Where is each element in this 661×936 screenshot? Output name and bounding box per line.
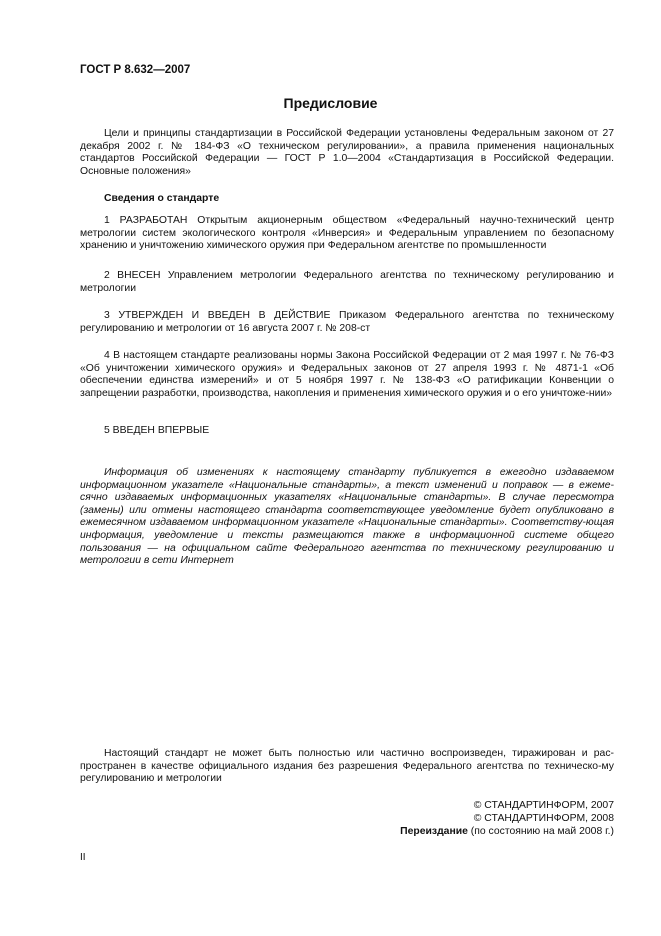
document-code: ГОСТ Р 8.632—2007 [80, 64, 191, 76]
item-2 [80, 270, 614, 295]
notice-text: Информация об изменениях к настоящему стандарту публикуется в ежегодно издаваемом информационном указателе «Национальные стандарты», а текст изменений и поправок — в ежеме-сячно издаваемых информационных указателях «Национальные стандарты». В случае пересмотра (замены) или отмены настоящего стандарта соответствующее уведомление будет опубликовано в ежемесячном издаваемом информационном указателе «Национальные стандарты». Соответству-ющая информация, уведомление и тексты размещаются также в информационной системе общего пользования — на официальном сайте Федерального агентства по техническому регулированию и метрологии в сети Интернет [80, 467, 614, 567]
page-number: II [80, 852, 86, 863]
reissue-text: (по состоянию на май 2008 г.) [467, 826, 614, 837]
notice-paragraph [80, 467, 614, 568]
item-4 [80, 350, 614, 400]
intro-paragraph [80, 128, 614, 178]
copyright-line-2007: © СТАНДАРТИНФОРМ, 2007 [473, 800, 614, 811]
item-4-text: 4 В настоящем стандарте реализованы нормы Закона Российской Федерации от 2 мая 1997 г. № 76-ФЗ «Об уничтожении химического оружия» и Федеральных законов от 27 апреля 1993 г. № 4871-1 «Об обеспечении единства измерений» и от 5 ноября 1997 г. № 138-ФЗ «О ратификации Конвенции о запрещении разработки, производства, накопления и применения химического оружия и о его уничтоже-нии» [80, 350, 614, 399]
intro-text: Цели и принципы стандартизации в Российской Федерации установлены Федеральным законом от 27 декабря 2002 г. № 184-ФЗ «О техническом регулировании», а правила применения национальных стандартов Российской Федерации — ГОСТ Р 1.0—2004 «Стандартизация в Российской Федерации. Основные положения» [80, 128, 614, 177]
section-heading: Сведения о стандарте [104, 193, 220, 204]
item-1-text: 1 РАЗРАБОТАН Открытым акционерным обществом «Федеральный научно-технический центр метрологии систем экологического контроля «Инверсия» и Федеральным управлением по безопасному хранению и уничтожению химического оружия при Федеральном агентстве по промышленности [80, 215, 614, 252]
page-title: Предисловие [283, 95, 378, 111]
copyright-notice-text: Настоящий стандарт не может быть полностью или частично воспроизведен, тиражирован и рас-пространен в качестве официального издания без разрешения Федерального агентства по техническо-му регулированию и метрологии [80, 748, 614, 785]
item-5-text: 5 ВВЕДЕН ВПЕРВЫЕ [104, 425, 210, 436]
copyright-line-2008: © СТАНДАРТИНФОРМ, 2008 [473, 813, 614, 824]
reissue-label: Переиздание [400, 826, 468, 837]
copyright-block [314, 799, 614, 838]
copyright-notice [80, 748, 614, 786]
item-1 [80, 215, 614, 253]
item-5 [80, 425, 614, 438]
item-3 [80, 310, 614, 335]
item-2-text: 2 ВНЕСЕН Управлением метрологии Федерального агентства по техническому регулированию и метрологии [80, 270, 614, 294]
item-3-text: 3 УТВЕРЖДЕН И ВВЕДЕН В ДЕЙСТВИЕ Приказом Федерального агентства по техническому регулированию и метрологии от 16 августа 2007 г. № 208-ст [80, 310, 614, 334]
reissue-line [314, 825, 614, 838]
